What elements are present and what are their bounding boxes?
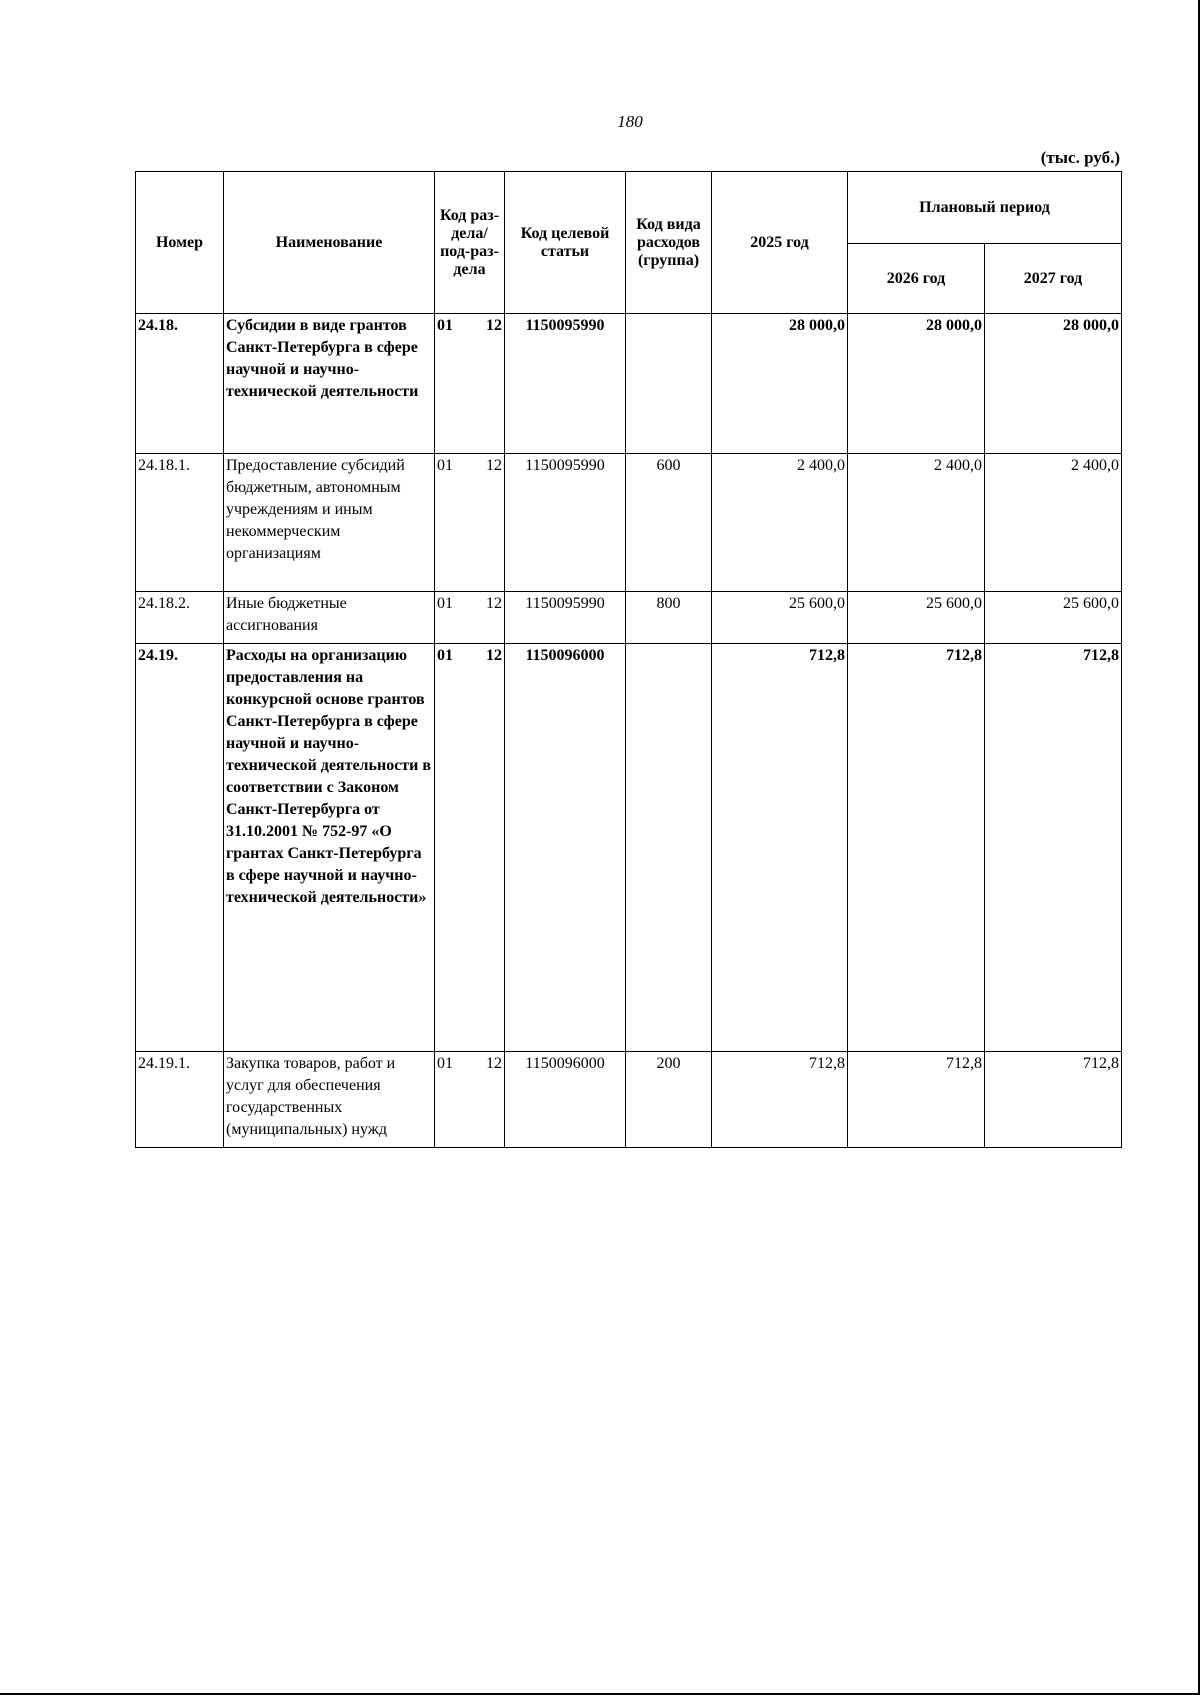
table-row bbox=[136, 644, 1122, 1052]
row-expense-type: 200 bbox=[626, 1052, 712, 1148]
row-year-2025: 712,8 bbox=[712, 1052, 848, 1148]
row-section-code bbox=[435, 592, 505, 644]
row-year-2026: 25 600,0 bbox=[848, 592, 985, 644]
row-section: 01 bbox=[437, 317, 453, 334]
row-year-2025: 28 000,0 bbox=[712, 314, 848, 454]
row-subsection: 12 bbox=[486, 595, 502, 612]
row-name: Расходы на организацию предоставления на конкурсной основе грантов Санкт-Петербурга в сфере научной и научно-технической деятельности в соответствии с Законом Санкт-Петербурга от 31.10.2001 № 752-97 «О грантах Санкт-Петербурга в сфере научной и научно-технической деятельности» bbox=[224, 644, 435, 1052]
row-section: 01 bbox=[437, 457, 453, 474]
row-section: 01 bbox=[437, 1055, 453, 1072]
row-section-code bbox=[435, 1052, 505, 1148]
row-year-2026: 28 000,0 bbox=[848, 314, 985, 454]
row-name: Закупка товаров, работ и услуг для обеспечения государственных (муниципальных) нужд bbox=[224, 1052, 435, 1148]
row-target-code: 1150096000 bbox=[505, 1052, 626, 1148]
header-expense-type: Код вида расходов (группа) bbox=[626, 172, 712, 314]
row-year-2027: 712,8 bbox=[985, 1052, 1122, 1148]
row-name: Предоставление субсидий бюджетным, автономным учреждениям и иным некоммерческим организациям bbox=[224, 454, 435, 592]
row-target-code: 1150095990 bbox=[505, 592, 626, 644]
row-number: 24.19.1. bbox=[136, 1052, 224, 1148]
table-row bbox=[136, 592, 1122, 644]
units-label: (тыс. руб.) bbox=[1040, 148, 1120, 167]
row-section-code bbox=[435, 454, 505, 592]
row-year-2025: 2 400,0 bbox=[712, 454, 848, 592]
row-year-2027: 28 000,0 bbox=[985, 314, 1122, 454]
row-year-2027: 712,8 bbox=[985, 644, 1122, 1052]
row-section-code bbox=[435, 314, 505, 454]
header-name: Наименование bbox=[224, 172, 435, 314]
table-row bbox=[136, 314, 1122, 454]
table-row bbox=[136, 1052, 1122, 1148]
row-name: Субсидии в виде грантов Санкт-Петербурга в сфере научной и научно-технической деятельности bbox=[224, 314, 435, 454]
row-section-code bbox=[435, 644, 505, 1052]
header-year-2027: 2027 год bbox=[985, 244, 1122, 314]
row-year-2025: 25 600,0 bbox=[712, 592, 848, 644]
table-row bbox=[136, 454, 1122, 592]
row-subsection: 12 bbox=[486, 317, 502, 334]
row-number: 24.18.1. bbox=[136, 454, 224, 592]
row-number: 24.18.2. bbox=[136, 592, 224, 644]
row-year-2026: 712,8 bbox=[848, 644, 985, 1052]
row-number: 24.18. bbox=[136, 314, 224, 454]
row-subsection: 12 bbox=[486, 457, 502, 474]
row-section: 01 bbox=[437, 647, 453, 664]
header-planned-period: Плановый период bbox=[848, 172, 1122, 244]
row-target-code: 1150095990 bbox=[505, 314, 626, 454]
row-expense-type: 600 bbox=[626, 454, 712, 592]
header-year-2025: 2025 год bbox=[712, 172, 848, 314]
row-year-2027: 2 400,0 bbox=[985, 454, 1122, 592]
row-target-code: 1150096000 bbox=[505, 644, 626, 1052]
header-target-code: Код целевой статьи bbox=[505, 172, 626, 314]
row-section: 01 bbox=[437, 595, 453, 612]
row-year-2026: 712,8 bbox=[848, 1052, 985, 1148]
row-expense-type bbox=[626, 644, 712, 1052]
budget-table bbox=[135, 171, 1122, 1148]
header-section-code: Код раз-дела/ под-раз-дела bbox=[435, 172, 505, 314]
row-subsection: 12 bbox=[486, 1055, 502, 1072]
row-number: 24.19. bbox=[136, 644, 224, 1052]
row-name: Иные бюджетные ассигнования bbox=[224, 592, 435, 644]
row-year-2025: 712,8 bbox=[712, 644, 848, 1052]
row-year-2026: 2 400,0 bbox=[848, 454, 985, 592]
row-expense-type: 800 bbox=[626, 592, 712, 644]
header-year-2026: 2026 год bbox=[848, 244, 985, 314]
page-number: 180 bbox=[617, 112, 643, 131]
header-number: Номер bbox=[136, 172, 224, 314]
table-body bbox=[136, 314, 1122, 1148]
row-target-code: 1150095990 bbox=[505, 454, 626, 592]
row-subsection: 12 bbox=[486, 647, 502, 664]
row-expense-type bbox=[626, 314, 712, 454]
row-year-2027: 25 600,0 bbox=[985, 592, 1122, 644]
